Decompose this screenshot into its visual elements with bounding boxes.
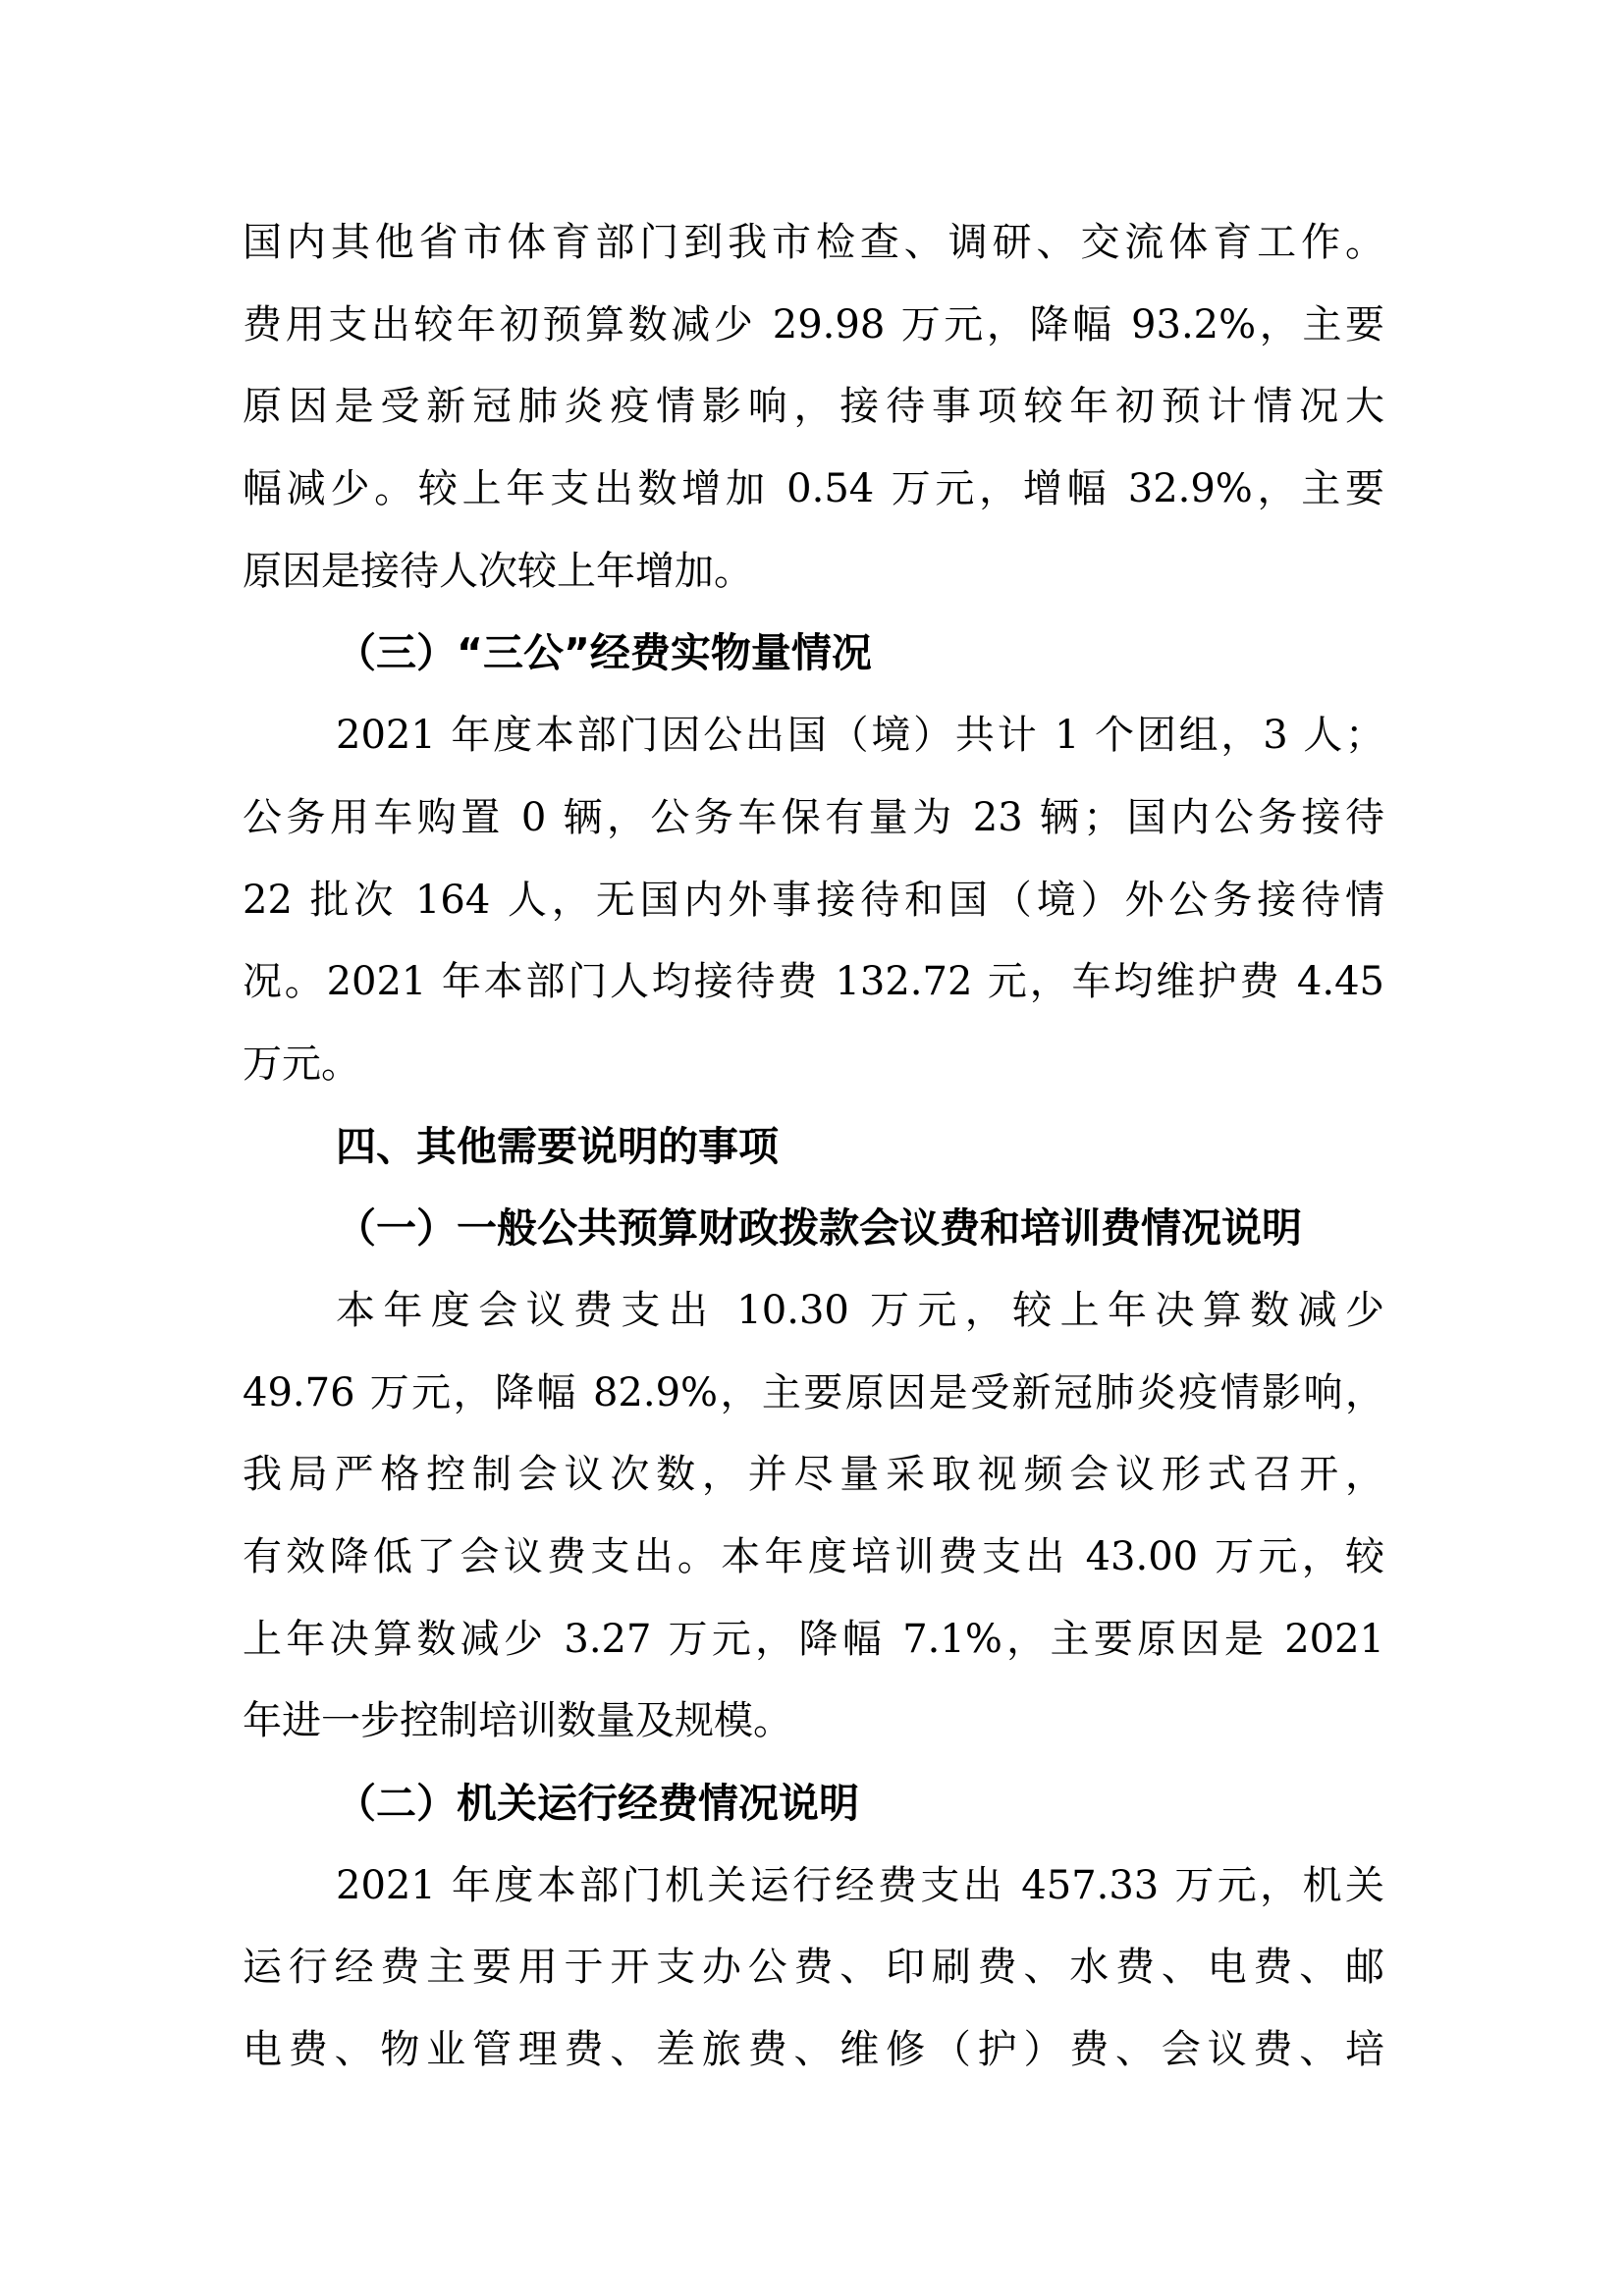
document-line: 万元。 bbox=[243, 1041, 360, 1087]
section-heading: 四、其他需要说明的事项 bbox=[336, 1122, 779, 1170]
document-line: 49.76 万元，降幅 82.9%，主要原因是受新冠肺炎疫情影响， bbox=[243, 1369, 1384, 1415]
section-heading: （三）“三公”经费实物量情况 bbox=[336, 629, 872, 677]
document-line: 上年决算数减少 3.27 万元，降幅 7.1%，主要原因是 2021 bbox=[243, 1616, 1384, 1662]
document-line: 况。2021 年本部门人均接待费 132.72 元，车均维护费 4.45 bbox=[243, 959, 1384, 1005]
document-line: 原因是接待人次较上年增加。 bbox=[243, 548, 753, 594]
document-line: 我局严格控制会议次数，并尽量采取视频会议形式召开， bbox=[243, 1452, 1384, 1498]
document-line: 电费、物业管理费、差旅费、维修（护）费、会议费、培 bbox=[243, 2027, 1384, 2073]
document-line: 22 批次 164 人，无国内外事接待和国（境）外公务接待情 bbox=[243, 877, 1384, 923]
document-line: 国内其他省市体育部门到我市检查、调研、交流体育工作。 bbox=[243, 220, 1384, 265]
document-line: 本年度会议费支出 10.30 万元，较上年决算数减少 bbox=[336, 1287, 1384, 1333]
document-line: 费用支出较年初预算数减少 29.98 万元，降幅 93.2%，主要 bbox=[243, 301, 1384, 347]
document-line: 2021 年度本部门机关运行经费支出 457.33 万元，机关 bbox=[336, 1862, 1384, 1908]
document-line: 公务用车购置 0 辆，公务车保有量为 23 辆；国内公务接待 bbox=[243, 794, 1384, 840]
document-line: 2021 年度本部门因公出国（境）共计 1 个团组，3 人； bbox=[336, 713, 1384, 759]
document-line: 原因是受新冠肺炎疫情影响，接待事项较年初预计情况大 bbox=[243, 384, 1384, 430]
document-line: 年进一步控制培训数量及规模。 bbox=[243, 1698, 792, 1744]
section-heading: （一）一般公共预算财政拨款会议费和培训费情况说明 bbox=[336, 1204, 1302, 1253]
document-line: 幅减少。较上年支出数增加 0.54 万元，增幅 32.9%，主要 bbox=[243, 466, 1384, 512]
document-line: 有效降低了会议费支出。本年度培训费支出 43.00 万元，较 bbox=[243, 1534, 1384, 1579]
section-heading: （二）机关运行经费情况说明 bbox=[336, 1780, 859, 1828]
document-text-block bbox=[243, 202, 1384, 2092]
document-line: 运行经费主要用于开支办公费、印刷费、水费、电费、邮 bbox=[243, 1945, 1384, 1991]
